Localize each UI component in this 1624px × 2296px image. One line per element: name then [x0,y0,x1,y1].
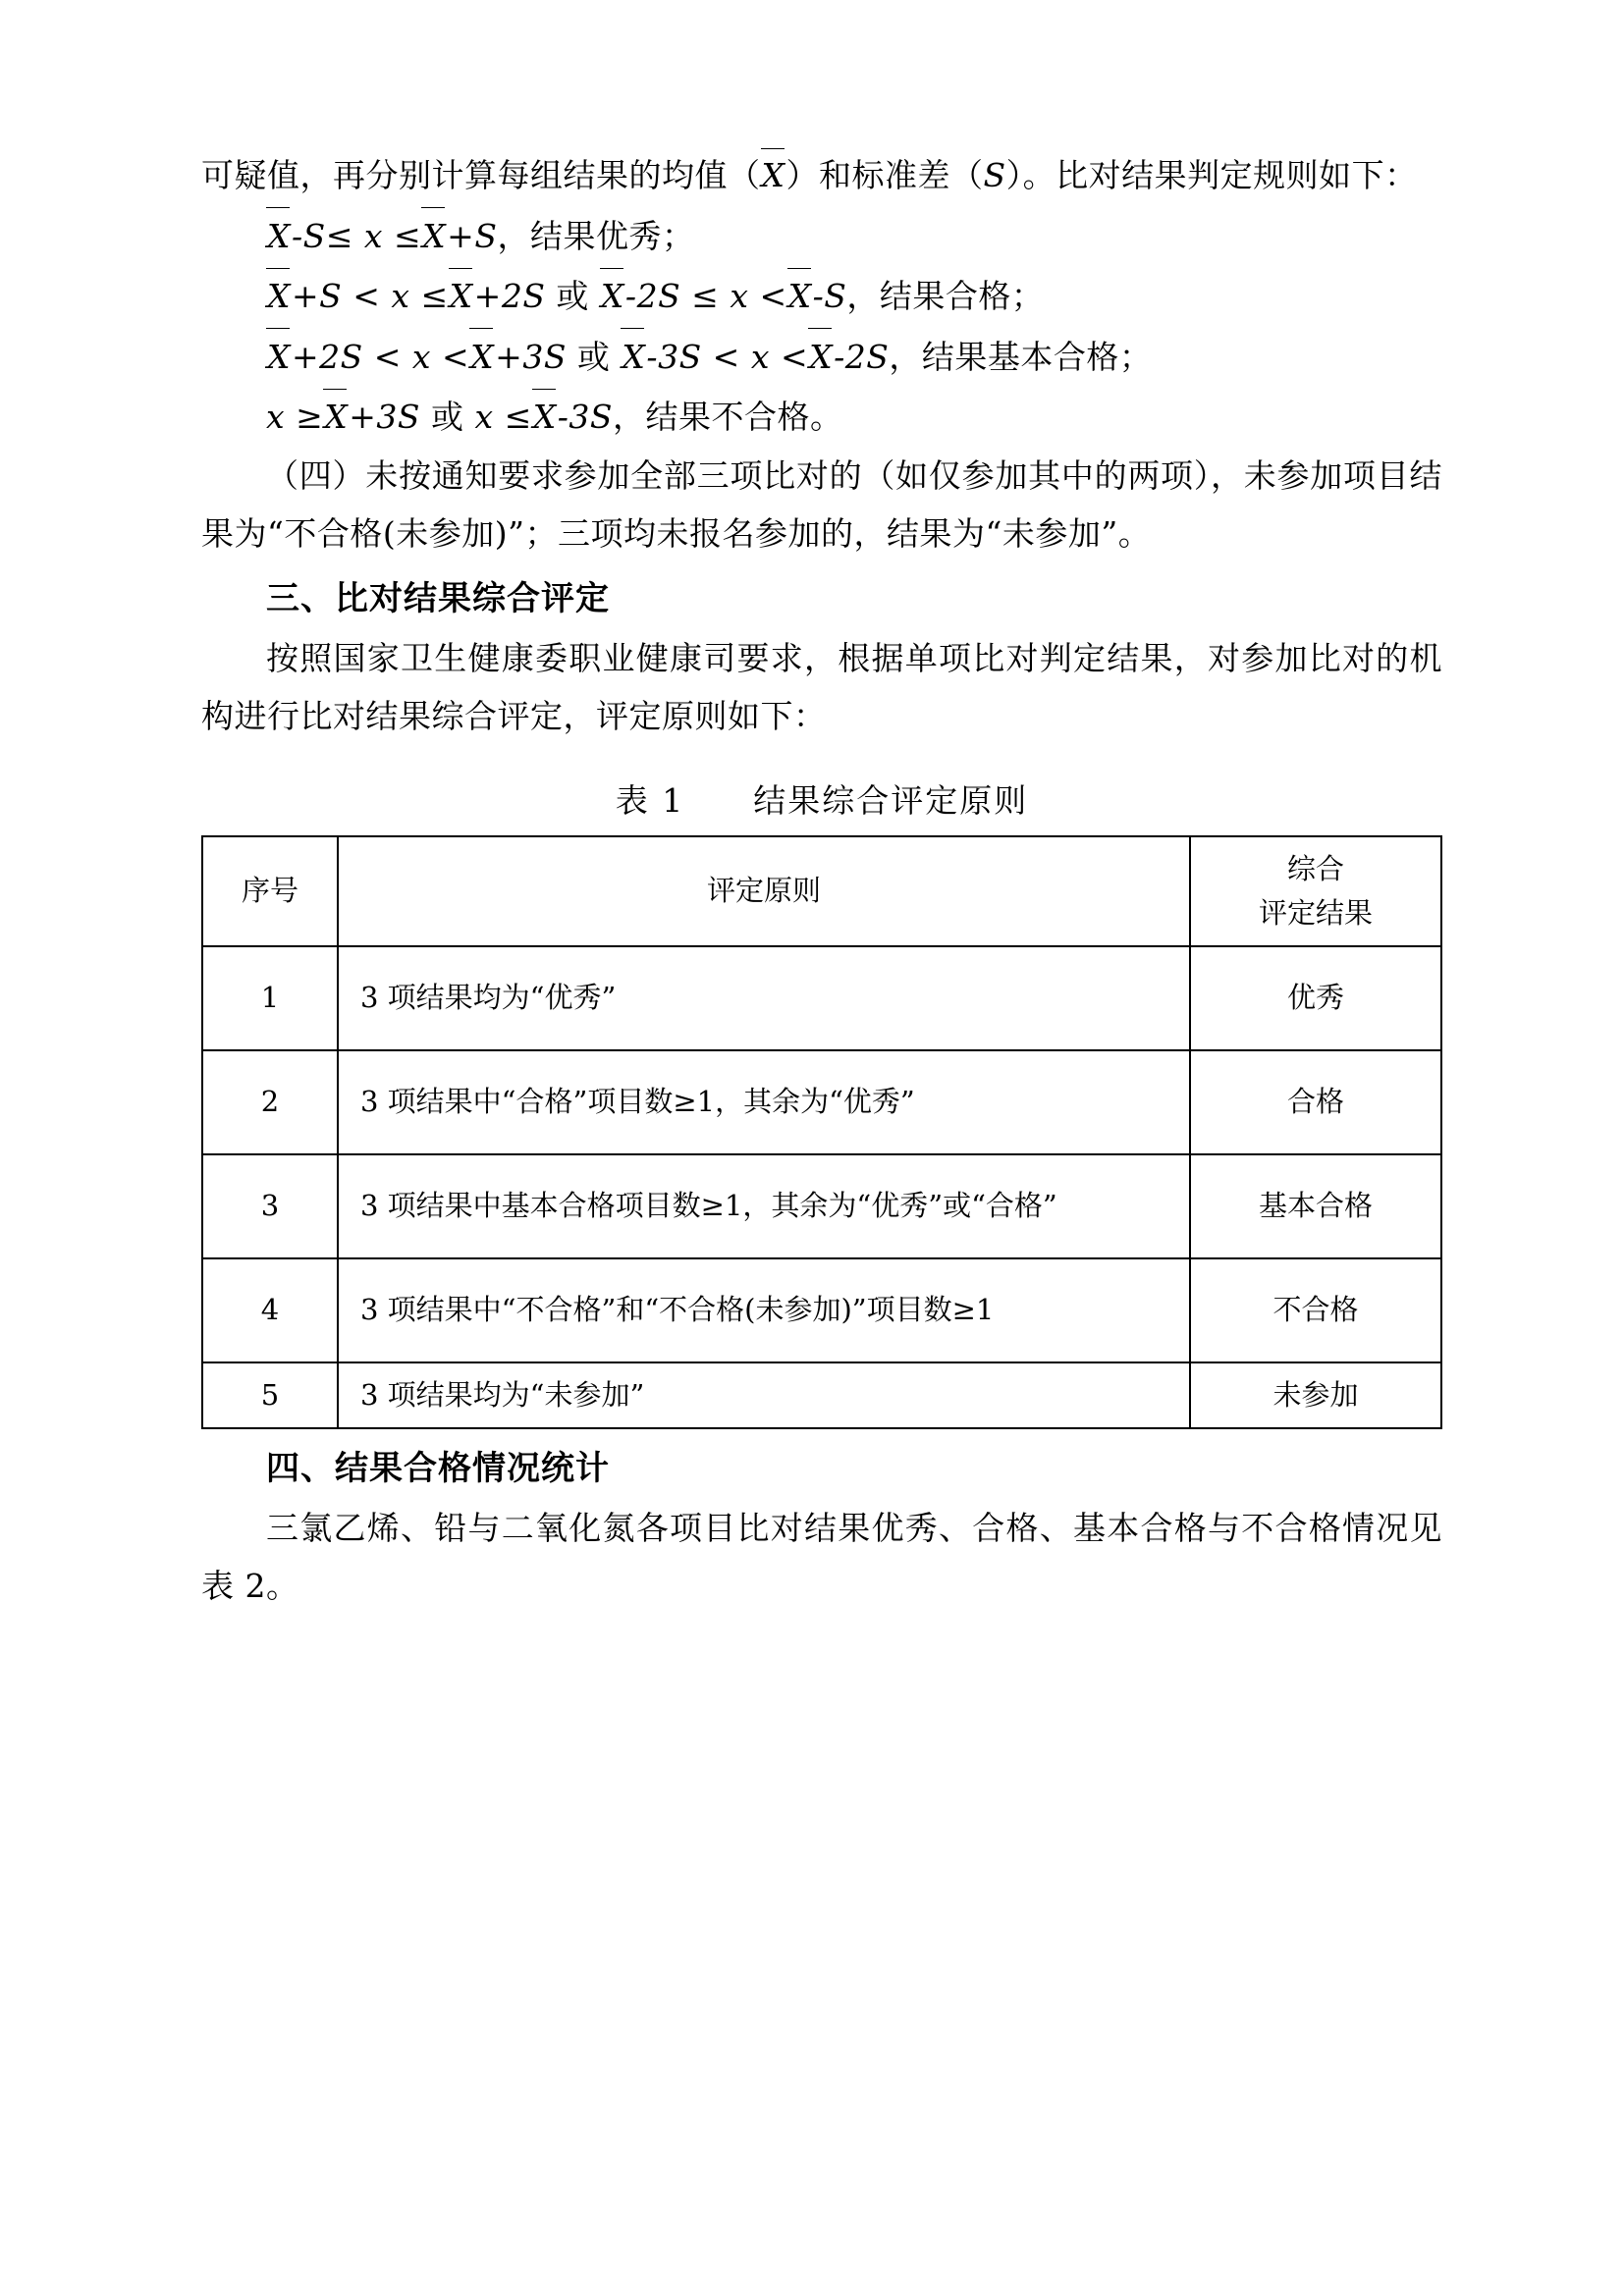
table-evaluation-principles [201,835,1442,1429]
section-heading-three: 三、比对结果综合评定 [266,578,610,618]
paragraph-item-four: （四）未按通知要求参加全部三项比对的（如仅参加其中的两项），未参加项目结果为“不合格(未参加)”；三项均未报名参加的，结果为“未参加”。 [201,456,1442,554]
header-cell-rule: 评定原则 [338,836,1190,946]
table-header-row [202,836,1441,946]
cell-no: 1 [202,946,338,1050]
cell-no: 2 [202,1050,338,1154]
s-symbol: S [983,156,1006,194]
cell-result: 优秀 [1190,946,1441,1050]
table-1-caption: 表 1 结果综合评定原则 [615,780,1029,820]
paragraph-opening-text-d: 比对结果判定规则如下： [1056,156,1418,194]
formula-line-1: X-S≤ x ≤X+S，结果优秀； [201,207,1442,265]
cell-rule: 3 项结果中“合格”项目数≥1，其余为“优秀” [338,1050,1190,1154]
cell-result: 合格 [1190,1050,1441,1154]
formula-line-3: X+2S < x <X+3S 或 X-3S < x <X-2S，结果基本合格； [201,328,1442,386]
header-cell-no: 序号 [202,836,338,946]
table-row [202,1362,1441,1428]
cell-rule: 3 项结果中基本合格项目数≥1，其余为“优秀”或“合格” [338,1154,1190,1258]
header-cell-result [1190,836,1441,946]
formula-line-4: x ≥X+3S 或 x ≤X-3S，结果不合格。 [201,388,1442,446]
table-row [202,1050,1441,1154]
paragraph-opening-text-b: ）和标准差（ [785,156,984,194]
header-cell-result-line2: 评定结果 [1258,895,1373,930]
paragraph-section-four-body: 三氯乙烯、铅与二氧化氮各项目比对结果优秀、合格、基本合格与不合格情况见表 2。 [201,1509,1442,1605]
cell-no: 3 [202,1154,338,1258]
paragraph-opening-text-c: ）。 [1005,156,1056,194]
cell-no: 4 [202,1258,338,1362]
table-row [202,946,1441,1050]
cell-rule: 3 项结果中“不合格”和“不合格(未参加)”项目数≥1 [338,1258,1190,1362]
paragraph-opening [201,147,1442,205]
section-heading-four: 四、结果合格情况统计 [266,1448,610,1488]
cell-no: 5 [202,1362,338,1428]
cell-rule: 3 项结果均为“未参加” [338,1362,1190,1428]
x-bar-symbol: X [761,147,786,205]
cell-result: 不合格 [1190,1258,1441,1362]
paragraph-section-three-body: 按照国家卫生健康委职业健康司要求，根据单项比对判定结果，对参加比对的机构进行比对结果综合评定，评定原则如下： [201,639,1442,736]
table-row [202,1258,1441,1362]
header-cell-result-line1: 综合 [1286,851,1344,885]
formula-line-2: X+S < x ≤X+2S 或 X-2S ≤ x <X-S，结果合格； [201,267,1442,325]
cell-rule: 3 项结果均为“优秀” [338,946,1190,1050]
paragraph-opening-text-a: 可疑值，再分别计算每组结果的均值（ [201,156,761,194]
table-row [202,1154,1441,1258]
cell-result: 基本合格 [1190,1154,1441,1258]
cell-result: 未参加 [1190,1362,1441,1428]
